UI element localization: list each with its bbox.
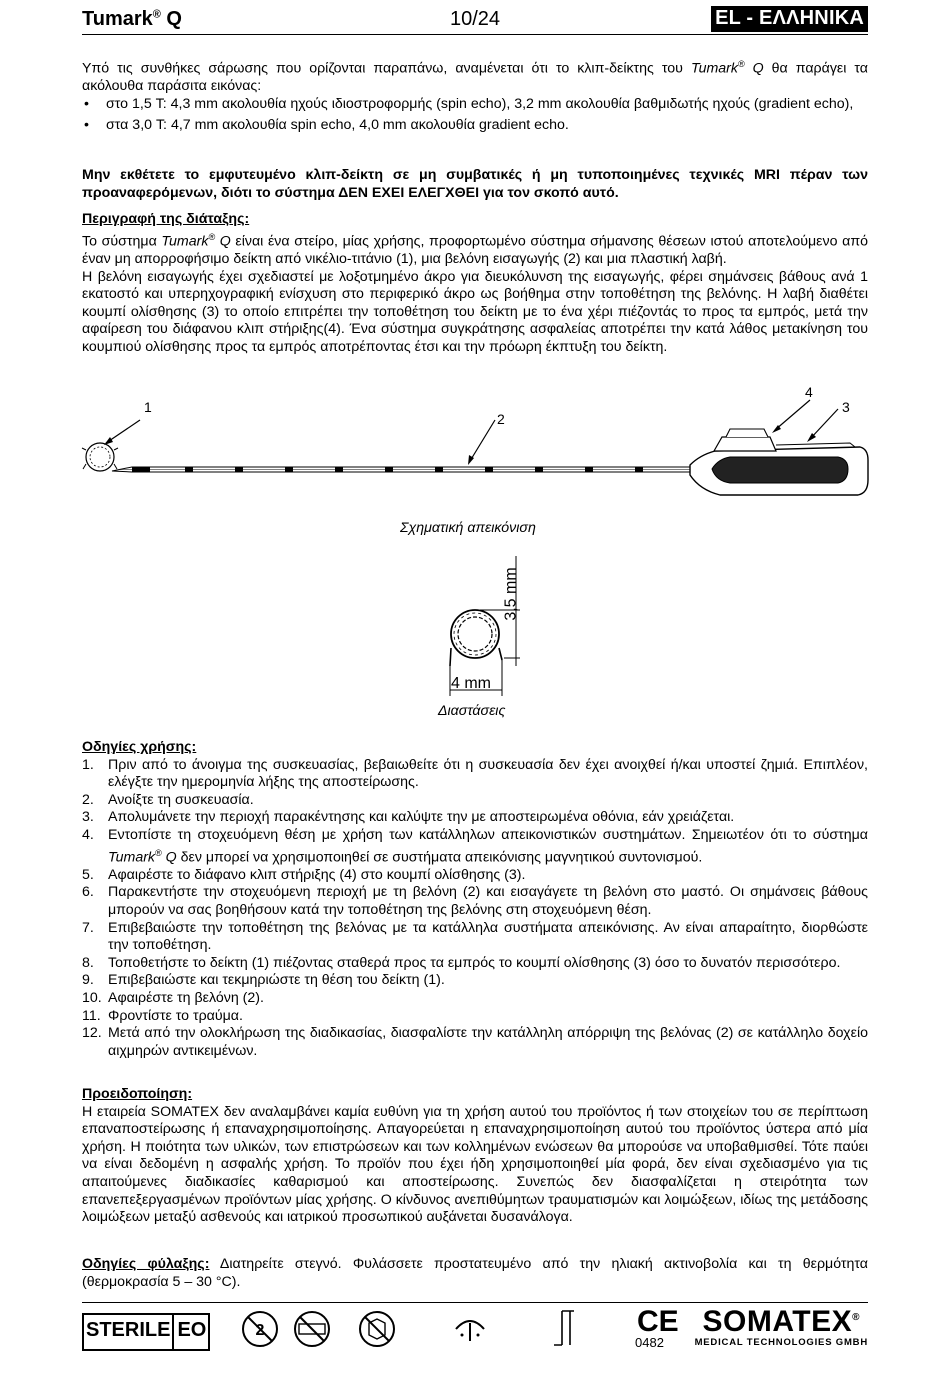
list-item <box>82 792 868 810</box>
description-paragraph-2: Η βελόνη εισαγωγής έχει σχεδιαστεί με λοξοτμημένο άκρο για διευκόλυνση της εισαγωγής, φέρει σημάνσεις βάθους ανά 1 εκατοστό και υπερηχογραφική ενίσχυση στο περιφερικό άκρο ως βοήθημα στην τοποθέτηση της βελόνης. Η λαβή διαθέτει κουμπί ολίσθησης (3) το οποίο επιτρέπει την τοποθέτηση του δείκτη με το ένα χέρι πιέζοντάς το προς τα εμπρός, μετά την αφαίρεση του διάφανου κλιπ στήριξης(4). Ένα σύστημα συγκράτησης ασφαλείας αποτρέπει την κατά λάθος μετακίνηση του κουμπιού ολίσθησης προς τα εμπρός αποτρέποντας έτσι και την πρόωρη έκπτυξη του δείκτη. <box>82 268 868 355</box>
figure-label-2: 2 <box>497 411 505 427</box>
step-number: 2. <box>82 791 94 808</box>
needle-drawing <box>112 467 690 472</box>
storage-section <box>82 1256 868 1291</box>
step-number: 10. <box>82 990 102 1007</box>
sterile-label: STERILE <box>86 1319 171 1341</box>
title-product: Tumark <box>82 8 153 30</box>
keep-dry-icon <box>450 1309 490 1349</box>
sterile-eo-symbol <box>82 1313 210 1351</box>
product-suffix: Q <box>215 233 231 250</box>
step-text: Τοποθετήστε το δείκτη (1) πιέζοντας σταθερά προς τα εμπρός το κουμπί ολίσθησης (3) όσο το δυνατόν περισσότερο. <box>108 954 841 971</box>
caution-section <box>82 1086 868 1227</box>
step-number: 3. <box>82 809 94 826</box>
registered-mark: ® <box>737 59 745 69</box>
product-suffix: Q <box>744 60 764 77</box>
step-number: 1. <box>82 756 94 773</box>
height-dimension-label-wrap <box>502 567 525 621</box>
product-name: Tumark <box>108 849 156 866</box>
step-text: Φροντίστε το τραύμα. <box>108 1007 243 1024</box>
do-not-use-if-damaged-icon <box>357 1309 397 1349</box>
list-item <box>82 1008 868 1026</box>
language-badge: EL - ΕΛΛΗΝΙΚΑ <box>711 6 868 32</box>
marker-coil-drawing <box>82 443 118 471</box>
description-paragraph-1 <box>82 229 868 269</box>
step-text: Αφαιρέστε τη βελόνη (2). <box>108 990 264 1007</box>
step-text: Απολυμάνετε την περιοχή παρακέντησης και καλύψτε την με αποστειρωμένα οθόνια, εάν χρειάζεται. <box>108 809 735 826</box>
registered-mark: ® <box>208 231 216 242</box>
eo-label: EO <box>172 1315 208 1349</box>
leader-line-4 <box>775 400 810 430</box>
page-footer <box>82 1302 868 1355</box>
svg-text:2: 2 <box>255 1322 265 1339</box>
list-item <box>82 1025 868 1060</box>
dimensions-caption: Διαστάσεις <box>438 703 506 719</box>
do-not-reuse-icon <box>240 1309 280 1349</box>
list-item <box>82 809 868 827</box>
caution-text: Η εταιρεία SOMATEX δεν αναλαμβάνει καμία ευθύνη για τη χρήση αυτού του προϊόντος ή των στοιχείων του σε περίπτωση επαναποστείρωσης ή επαναχρησιμοποίησης. Απαγορεύεται η επαναχρησιμοποίηση αυτού του προϊόντος ύστερα από μία χρήση. Η ποιότητα των υλικών, των επιστρώσεων και των κολλημένων ενώσεων θα μπορούσε να υποβαθμισθεί. Τότε παύει να είναι δεδομένη η ασφαλής χρήση. Το προϊόν που έχει ήδη χρησιμοποιηθεί μία φορά, δεν είναι σχεδιασμένο για τις απαιτούμενες διαδικασίες καθαρισμού και αποστείρωσης. Συνεπώς δεν διασφαλίζεται η στειρότητα των επανεπεξεργασμένων προϊόντων μίας χρήσης. Ο κίνδυνος ανεπιθύμητων τραυματισμών και λοιμώξεων, ιδίως της μετάδοσης λοιμώξεων μεταξύ ασθενούς και ιατρικού προσωπικού αυξάνεται δυσανάλογα. <box>82 1103 868 1226</box>
arrowhead-1 <box>104 437 113 445</box>
step-text: Εντοπίστε τη στοχευόμενη θέση με χρήση των κατάλληλων απεικονιστικών συστημάτων. Σημειωτέον ότι το σύστημα <box>108 826 868 843</box>
list-item <box>82 920 868 955</box>
page-header <box>82 6 868 35</box>
registered-mark: ® <box>155 847 162 858</box>
title-suffix: Q <box>160 8 182 30</box>
step-number: 4. <box>82 826 94 843</box>
document-title <box>82 8 182 31</box>
handle-drawing <box>690 429 868 495</box>
leader-line-3 <box>810 409 838 439</box>
figure-label-1: 1 <box>144 399 152 415</box>
instructions-section <box>82 739 868 1060</box>
figure-label-3: 3 <box>842 399 850 415</box>
list-item <box>82 867 868 885</box>
schematic-caption: Σχηματική απεικόνιση <box>400 520 536 536</box>
logo-subtitle: MEDICAL TECHNOLOGIES GMBH <box>694 1337 868 1348</box>
logo-text: SOMATEX <box>702 1305 853 1338</box>
list-item: • στα 3,0 T: 4,7 mm ακολουθία spin echo, 4,0 mm ακολουθία gradient echo. <box>82 117 868 135</box>
leader-line-2 <box>470 420 495 461</box>
step-number: 8. <box>82 954 94 971</box>
description-heading: Περιγραφή της διάταξης: <box>82 211 250 227</box>
ce-mark-icon: CE <box>637 1305 679 1338</box>
step-text: Αφαιρέστε το διάφανο κλιπ στήριξης (4) στο κουμπί ολίσθησης (3). <box>108 866 526 883</box>
notified-body-number: 0482 <box>635 1335 664 1350</box>
step-text: Επιβεβαιώστε την τοποθέτηση της βελόνας με τα κατάλληλα συστήματα απεικόνισης. Αν είναι απαραίτητο, διορθώστε την τοποθέτηση. <box>108 919 868 954</box>
desc-text-b: είναι ένα στείρο, μίας χρήσης, προφορτωμένο σύστημα σήμανσης θέσεων ιστού αποτελούμενο από έναν μη απορροφήσιμο δείκτη από νικέλιο-τιτάνιο (1), μια βελόνη εισαγωγής (2) και μια πλαστική λαβή. <box>82 233 868 267</box>
mri-artifact-section <box>82 56 868 134</box>
device-schematic-figure <box>0 385 950 535</box>
step-text: Μετά από την ολοκλήρωση της διαδικασίας, διασφαλίστε την κατάλληλη απόρριψη της βελόνας (2) σε κατάλληλο δοχείο αιχμηρών αντικειμένων. <box>108 1025 868 1059</box>
product-suffix: Q <box>161 849 177 866</box>
step-number: 7. <box>82 919 94 936</box>
step-number: 9. <box>82 972 94 989</box>
logo-wordmark <box>695 1303 868 1337</box>
list-item <box>82 827 868 867</box>
marker-coil-closeup <box>450 610 502 666</box>
device-description-section <box>82 211 868 356</box>
temperature-limit-icon <box>544 1307 590 1351</box>
mri-intro-paragraph <box>82 56 868 96</box>
product-name: Tumark <box>690 60 738 77</box>
step-number: 6. <box>82 884 94 901</box>
step-text: Παρακεντήστε την στοχευόμενη περιοχή με τη βελόνη (2) και εισαγάγετε τη βελόνη στο μαστό. Οι σημάνσεις βάθους μπορούν να σας βοηθήσουν κατά την τοποθέτηση της βελόνης στη στοχευόμενη θέση. <box>108 884 868 919</box>
mri-warning-text: Μην εκθέτετε το εμφυτευμένο κλιπ-δείκτη σε μη συμβατικές ή μη τυποποιημένες τεχνικές MRI πέραν των προαναφερόμενων, διότι το σύστημα ΔΕΝ ΕΧΕΙ ΕΛΕΓΧΘΕΙ για τον σκοπό αυτό. <box>82 167 868 201</box>
caution-heading: Προειδοποίηση: <box>82 1086 193 1102</box>
logo-registered-mark: ® <box>852 1312 861 1323</box>
title-registered-mark: ® <box>152 8 161 21</box>
list-item <box>82 757 868 792</box>
list-item <box>82 972 868 990</box>
step-number: 5. <box>82 866 94 883</box>
do-not-resterilize-icon <box>292 1309 332 1349</box>
figure-label-4: 4 <box>805 384 813 400</box>
step-text-cont: δεν μπορεί να χρησιμοποιηθεί σε συστήματα απεικόνισης μαγνητικού συντονισμού. <box>176 849 703 866</box>
step-text: Ανοίξτε τη συσκευασία. <box>108 791 254 808</box>
product-name: Tumark <box>161 233 209 250</box>
storage-paragraph <box>82 1256 868 1291</box>
mri-warning-section <box>82 167 868 202</box>
list-item <box>82 884 868 919</box>
list-item: • στο 1,5 T: 4,3 mm ακολουθία ηχούς ιδιοστροφορμής (spin echo), 3,2 mm ακολουθία βαθμιδωτής ηχούς (gradient echo), <box>82 96 868 114</box>
somatex-logo <box>695 1303 868 1348</box>
storage-text: Διατηρείτε στεγνό. Φυλάσσετε προστατευμένο από την ηλιακή ακτινοβολία και τη θερμότητα (θερμοκρασία 5 – 30 °C). <box>82 1256 868 1290</box>
step-number: 12. <box>82 1025 102 1042</box>
step-text: Πριν από το άνοιγμα της συσκευασίας, βεβαιωθείτε ότι η συσκευασία δεν έχει ανοιχθεί ή/και υποστεί ζημιά. Επιπλέον, ελέγξτε την ημερομηνία λήξης της αποστείρωσης. <box>108 756 868 791</box>
storage-heading: Οδηγίες φύλαξης: <box>82 1256 210 1272</box>
list-item <box>82 955 868 973</box>
step-number: 11. <box>82 1007 101 1024</box>
desc-text-a: Το σύστημα <box>82 233 162 250</box>
height-dimension-label: 3,5 mm <box>502 567 520 621</box>
mri-intro-text-a: Υπό τις συνθήκες σάρωσης που ορίζονται παραπάνω, αναμένεται ότι το κλιπ-δείκτης του <box>82 60 691 77</box>
mri-intro-text-b: θα παράγει τα ακόλουθα παράσιτα εικόνας: <box>82 60 869 95</box>
page-number: 10/24 <box>450 8 501 30</box>
step-text: Επιβεβαιώστε και τεκμηριώστε τη θέση του δείκτη (1). <box>108 972 445 989</box>
instructions-heading: Οδηγίες χρήσης: <box>82 739 197 755</box>
instructions-list <box>82 757 868 1061</box>
list-item <box>82 990 868 1008</box>
width-dimension-label: 4 mm <box>451 675 491 692</box>
mri-artifact-list <box>82 96 868 134</box>
